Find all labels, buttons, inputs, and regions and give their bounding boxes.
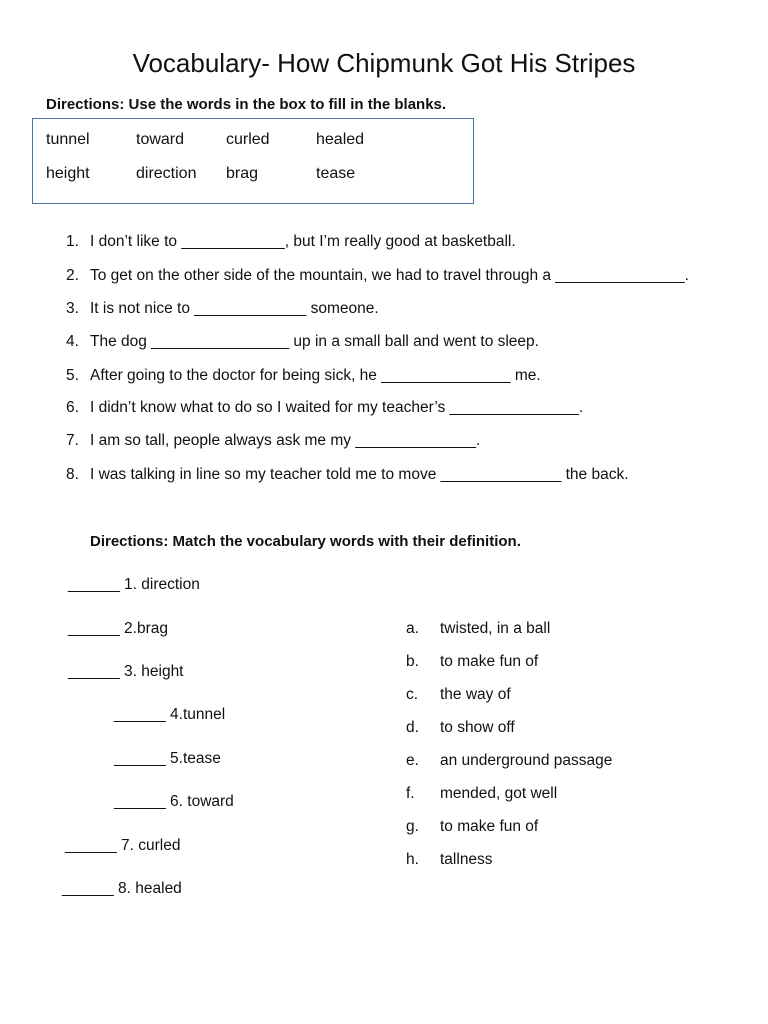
fill-in-sentence	[66, 432, 480, 450]
word-bank-item: height	[46, 165, 90, 182]
word-bank-item: tease	[316, 165, 356, 182]
sentence-text: The dog ________________ up in a small ball and went to sleep.	[90, 333, 539, 350]
definition-letter: d.	[406, 719, 419, 736]
definition-item	[406, 851, 493, 869]
fill-in-sentence	[66, 367, 541, 385]
definition-item	[406, 686, 511, 704]
definition-letter: c.	[406, 686, 419, 703]
sentence-number: 8.	[66, 466, 79, 483]
sentence-text: I am so tall, people always ask me my ______________.	[90, 432, 481, 449]
word-bank-item: direction	[136, 165, 197, 182]
definition-text: the way of	[440, 686, 511, 703]
word-bank-item: toward	[136, 131, 185, 148]
fill-in-sentence	[66, 267, 689, 285]
worksheet-title: Vocabulary- How Chipmunk Got His Stripes	[132, 48, 636, 78]
sentence-number: 2.	[66, 267, 79, 284]
definition-letter: a.	[406, 620, 419, 637]
definition-item	[406, 818, 538, 836]
match-word: ______ 4.tunnel	[114, 706, 226, 723]
word-bank-item: curled	[226, 131, 270, 148]
definition-item	[406, 752, 612, 770]
word-bank-item: healed	[316, 131, 365, 148]
sentence-number: 1.	[66, 233, 79, 250]
fill-in-sentence	[66, 399, 583, 417]
sentence-number: 5.	[66, 367, 79, 384]
match-word: ______ 6. toward	[114, 793, 234, 810]
fill-in-sentence	[66, 466, 629, 484]
sentence-text: I was talking in line so my teacher told me to move ______________ the back.	[90, 466, 629, 483]
match-word: ______ 1. direction	[68, 576, 200, 593]
fill-in-sentence	[66, 333, 539, 351]
definition-letter: b.	[406, 653, 419, 670]
definition-text: mended, got well	[440, 785, 558, 802]
sentence-number: 3.	[66, 300, 79, 317]
word-bank-item: brag	[226, 165, 259, 182]
sentence-number: 6.	[66, 399, 79, 416]
word-bank-item: tunnel	[46, 131, 90, 148]
match-word: ______ 7. curled	[65, 837, 181, 854]
sentence-text: I didn’t know what to do so I waited for my teacher’s _______________.	[90, 399, 584, 416]
definition-item	[406, 719, 515, 737]
fill-in-sentence	[66, 233, 516, 251]
definition-text: tallness	[440, 851, 493, 868]
definition-letter: e.	[406, 752, 419, 769]
sentence-number: 4.	[66, 333, 79, 350]
match-word: ______ 2.brag	[68, 620, 168, 637]
fill-in-sentence	[66, 300, 379, 318]
definition-letter: h.	[406, 851, 419, 868]
sentence-text: It is not nice to _____________ someone.	[90, 300, 379, 317]
sentence-text: After going to the doctor for being sick, he _______________ me.	[90, 367, 541, 384]
definition-text: twisted, in a ball	[440, 620, 551, 637]
definition-item	[406, 653, 538, 671]
match-word: ______ 8. healed	[62, 880, 182, 897]
sentence-text: I don’t like to ____________, but I’m really good at basketball.	[90, 233, 516, 250]
definition-letter: f.	[406, 785, 415, 802]
directions-matching: Directions: Match the vocabulary words with their definition.	[90, 533, 521, 550]
definition-text: to make fun of	[440, 818, 539, 835]
definition-text: an underground passage	[440, 752, 613, 769]
definition-item	[406, 620, 550, 638]
definition-text: to show off	[440, 719, 515, 736]
directions-fill-in: Directions: Use the words in the box to fill in the blanks.	[46, 96, 447, 113]
match-word: ______ 3. height	[68, 663, 184, 680]
match-word: ______ 5.tease	[114, 750, 221, 767]
sentence-number: 7.	[66, 432, 79, 449]
definition-text: to make fun of	[440, 653, 539, 670]
definition-letter: g.	[406, 818, 419, 835]
sentence-text: To get on the other side of the mountain, we had to travel through a _______________.	[90, 267, 689, 284]
definition-item	[406, 785, 557, 803]
